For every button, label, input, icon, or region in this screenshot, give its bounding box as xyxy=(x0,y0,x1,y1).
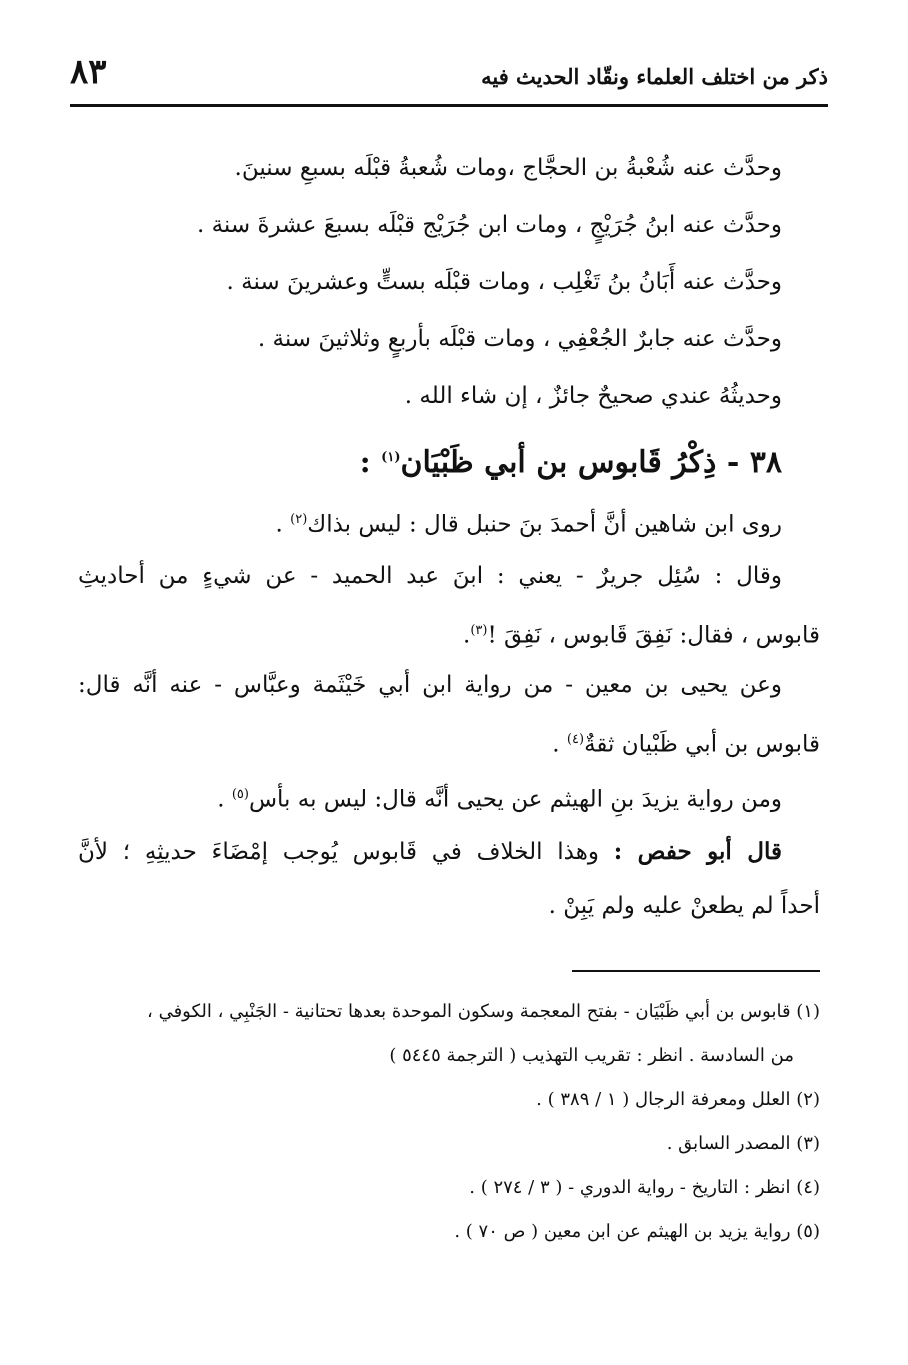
line-tail: . xyxy=(217,786,232,813)
line-text: قابوس بن أبي ظَبْيان ثقةٌ xyxy=(584,731,820,758)
text-line: وحدَّث عنه شُعْبةُ بن الحجَّاج ،ومات شُعبةُ قبْلَه بسبعِ سنينَ. xyxy=(234,155,782,181)
running-title: ذكر من اختلف العلماء ونقّاد الحديث فيه xyxy=(481,64,828,89)
page-number: ٨٣ xyxy=(70,52,107,92)
footnote-rule xyxy=(572,970,820,972)
text-line xyxy=(78,766,820,823)
line-tail: . xyxy=(552,731,567,758)
heading-text: ٣٨ - ذِكْرُ قَابوس بن أبي ظَبْيَان xyxy=(400,445,782,480)
text-line xyxy=(78,491,820,548)
footnote-ref: (٣) xyxy=(470,623,488,638)
footnote-ref: (٢) xyxy=(290,512,308,527)
line-text: ومن رواية يزيدَ بنِ الهيثم عن يحيى أنَّه قال: ليس به بأس xyxy=(248,786,782,813)
heading-tail: : xyxy=(359,445,382,480)
text-line xyxy=(78,714,820,766)
line-tail: . xyxy=(463,622,471,649)
footnotes xyxy=(78,990,820,1254)
footnote-ref: (٥) xyxy=(231,787,249,802)
text-line: وحديثُهُ عندي صحيحٌ جائزٌ ، إن شاء الله . xyxy=(404,383,782,409)
text-line: وعن يحيى بن معين - من رواية ابن أبي خَيْثَمة وعبَّاس - عنه أنَّه قال: xyxy=(78,672,782,698)
speaker-label: قال أبو حفص : xyxy=(613,838,782,865)
line-text: روى ابن شاهين أنَّ أحمدَ بنَ حنبل قال : ليس بذاك xyxy=(307,511,782,538)
text-line: وقال : سُئِل جريرٌ - يعني : ابنَ عبد الحميد - عن شيءٍ من أحاديثِ xyxy=(78,563,782,589)
text-line: وحدَّث عنه جابرٌ الجُعْفِي ، ومات قبْلَه بأربعٍ وثلاثينَ سنة . xyxy=(257,326,782,352)
text-line xyxy=(78,605,820,657)
line-text: قابوس ، فقال: نَفِقَ قَابوس ، نَفِقَ ! xyxy=(487,622,820,649)
footnote-ref: (١) xyxy=(381,450,401,465)
text-line: أحداً لم يطعنْ عليه ولم يَبِنْ . xyxy=(548,893,820,919)
footnote-5: (٥) رواية يزيد بن الهيثم عن ابن معين ( ص ٧٠ ) . xyxy=(454,1221,820,1242)
main-text xyxy=(78,140,820,932)
section-heading xyxy=(78,425,820,491)
footnote-2: (٢) العلل ومعرفة الرجال ( ١ / ٣٨٩ ) . xyxy=(536,1089,820,1110)
line-text: وهذا الخلاف في قَابوس يُوجب إمْضَاءَ حديثِهِ ؛ لأنَّ xyxy=(78,839,614,865)
text-line xyxy=(78,823,820,880)
footnote-1-continued: من السادسة . انظر : تقريب التهذيب ( الترجمة ٥٤٤٥ ) xyxy=(389,1045,794,1066)
header-rule xyxy=(70,104,828,107)
footnote-3: (٣) المصدر السابق . xyxy=(666,1133,820,1154)
text-line: وحدَّث عنه ابنُ جُرَيْجٍ ، ومات ابن جُرَيْج قبْلَه بسبعَ عشرةَ سنة . xyxy=(196,212,782,238)
text-line: وحدَّث عنه أَبَانُ بنُ تَغْلِب ، ومات قبْلَه بستٍّ وعشرينَ سنة . xyxy=(226,269,782,295)
line-tail: . xyxy=(275,511,291,538)
footnote-ref: (٤) xyxy=(566,732,585,747)
page-header xyxy=(70,52,828,102)
footnote-4: (٤) انظر : التاريخ - رواية الدوري - ( ٣ / ٢٧٤ ) . xyxy=(469,1177,820,1198)
footnote-1: (١) قابوس بن أبي ظَبْيَان - بفتح المعجمة وسكون الموحدة بعدها تحتانية - الجَنْبِي ، الكوفي ، xyxy=(147,1001,820,1022)
